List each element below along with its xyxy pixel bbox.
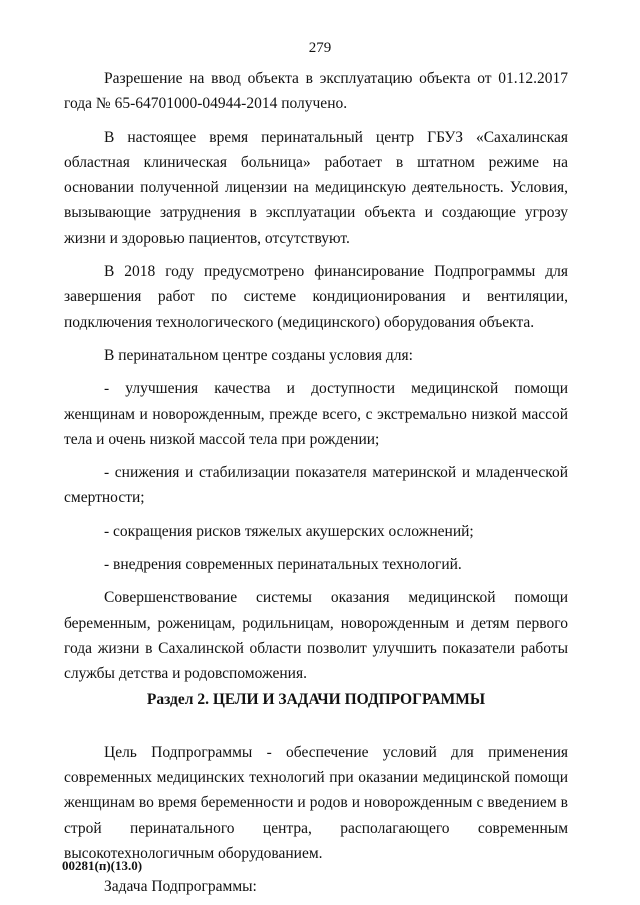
document-code: 00281(п)(13.0) [62,858,143,873]
paragraph-current-status: В настоящее время перинатальный центр ГБУЗ «Сахалинская областная клиническая больница» работает в штатном режиме на основании полученной лицензии на медицинскую деятельность. Условия, вызывающие затруднения в эксплуатации объекта и создающие угрозу жизни и здоровью пациентов, отсутствуют. [64,128,568,247]
body-text [64,66,568,900]
paragraph-improvement: Совершенствование системы оказания медицинской помощи беременным, роженицам, родильницам, новорожденным и детям первого года жизни в Сахалинской области позволит улучшить показатели работы службы детства и родовспоможения. [64,589,568,683]
list-item-risks: - сокращения рисков тяжелых акушерских осложнений; [104,522,474,540]
list-item-care-quality: - улучшения качества и доступности медицинской помощи женщинам и новорожденным, прежде всего, с экстремально низкой массой тела и очень низкой массой тела при рождении; [64,380,568,448]
paragraph-task: Задача Подпрограммы: [104,878,257,896]
section-heading: Раздел 2. ЦЕЛИ И ЗАДАЧИ ПОДПРОГРАММЫ [146,690,486,708]
page-number: 279 [308,40,332,56]
paragraph-permit: Разрешение на ввод объекта в эксплуатацию объекта от 01.12.2017 года № 65-64701000-04944-2014 получено. [64,70,568,113]
paragraph-funding: В 2018 году предусмотрено финансирование Подпрограммы для завершения работ по системе кондиционирования и вентиляции, подключения технологического (медицинского) оборудования объекта. [64,263,568,331]
paragraph-conditions-intro: В перинатальном центре созданы условия для: [104,346,413,364]
list-item-mortality: - снижения и стабилизации показателя материнской и младенческой смертности; [64,464,568,507]
paragraph-goal: Цель Подпрограммы - обеспечение условий для применения современных медицинских технологий при оказании медицинской помощи женщинам во время беременности и родов и новорожденным с введением в строй перинатального центра, располагающего современным высокотехнологичным оборудованием. [64,743,568,863]
list-item-technologies: - внедрения современных перинатальных технологий. [104,556,462,574]
